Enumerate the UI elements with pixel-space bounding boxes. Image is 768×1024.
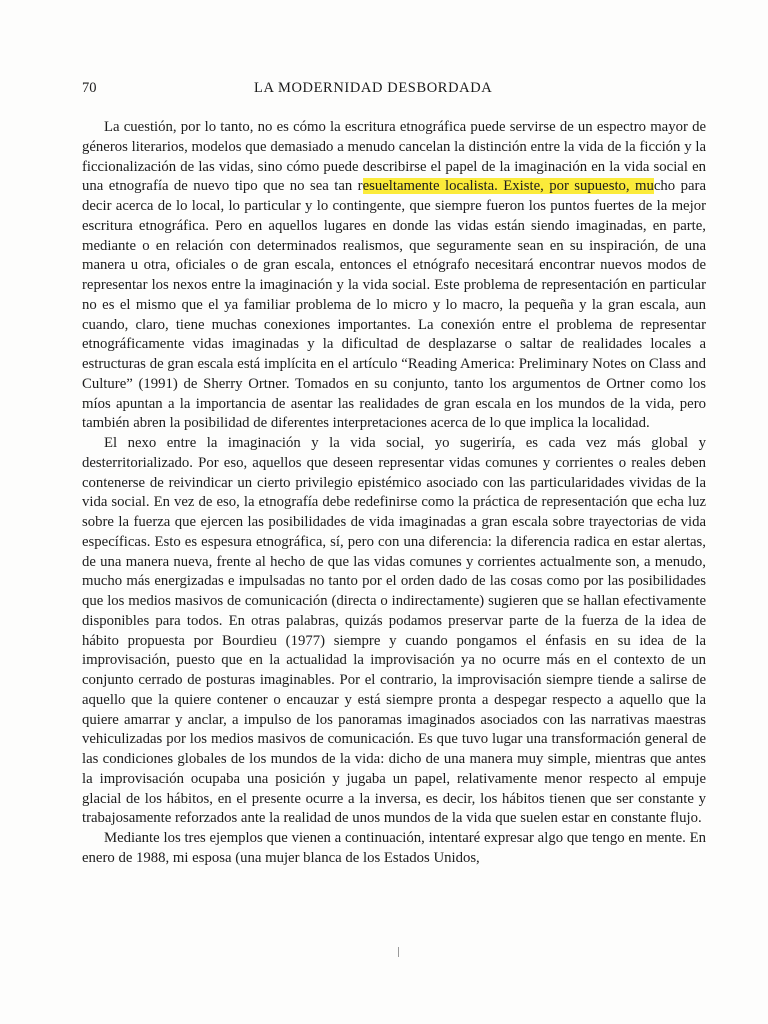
highlighted-passage: esueltamente localista. Existe, por supuesto, mu — [362, 178, 654, 195]
paragraph-1-text-after: cho para decir acerca de lo local, lo particular y lo contingente, que siempre fueron los puntos fuertes de la mejor escritura etnográfica. Pero en aquellos lugares en donde las vidas están siendo imaginadas, en parte, mediante o en relación con determinados realismos, que seguramente sean en su inspiración, de una manera u otra, oficiales o de gran escala, entonces el etnógrafo necesitará encontrar nuevos modos de representar los nexos entre la imaginación y la vida social. Este problema de representación en particular no es el mismo que el ya familiar problema de lo micro y lo macro, la pequeña y la gran escala, aun cuando, claro, tiene muchas conexiones importantes. La conexión entre el problema de representar etnográficamente vidas imaginadas y la dificultad de desplazarse o saltar de realidades locales a estructuras de gran escala está implícita en el artículo “Reading America: Preliminary Notes on Class and Culture” (1991) de Sherry Ortner. Tomados en su conjunto, tanto los argumentos de Ortner como los míos apuntan a la importancia de asentar las realidades de gran escala en los mundos de la vida, pero también abren la posibilidad de diferentes interpretaciones acerca de lo que implica la localidad. — [82, 178, 706, 432]
page-number: 70 — [82, 80, 97, 96]
page-header — [82, 80, 706, 100]
running-title: LA MODERNIDAD DESBORDADA — [254, 80, 493, 96]
paragraph-1 — [82, 118, 706, 434]
paragraph-3: Mediante los tres ejemplos que vienen a continuación, intentaré expresar algo que tengo en mente. En enero de 1988, mi esposa (una mujer blanca de los Estados Unidos, — [82, 830, 706, 866]
paragraph-1-text-before: La cuestión, por lo tanto, no es cómo la escritura etnográfica puede servirse de un espectro mayor de géneros literarios, modelos que demasiado a menudo cancelan la distinción entre la vida de la ficción y la ficcionalización de las vidas, sino cómo puede describirse el papel de la imaginación en la vida social en una etnografía de nuevo tipo que no sea tan r — [82, 119, 706, 195]
body-text — [82, 118, 706, 869]
paragraph-2: El nexo entre la imaginación y la vida social, yo sugeriría, es cada vez más global y desterritorializado. Por eso, aquellos que deseen representar vidas comunes y corrientes o reales deben contenerse de reivindicar un cierto privilegio epistémico asociado con las particularidades vividas de la vida social. En vez de eso, la etnografía debe redefinirse como la práctica de representación que echa luz sobre la fuerza que ejercen las posibilidades de vida imaginadas a gran escala sobre trayectorias de vida específicas. Esto es espesura etnográfica, sí, pero con una diferencia: la diferencia radica en estar alertas, de una manera nueva, frente al hecho de que las vidas comunes y corrientes actualmente son, a menudo, mucho más energizadas e impulsadas no tanto por el orden dado de las cosas como por las posibilidades que los medios masivos de comunicación (directa o indirectamente) sugieren que se hallan efectivamente disponibles para todos. En otras palabras, quizás podamos preservar parte de la fuerza de la idea de hábito propuesta por Bourdieu (1977) siempre y cuando pongamos el énfasis en su idea de la improvisación, puesto que en la actualidad la improvisación ya no ocurre más en el contexto de un conjunto cerrado de posturas imaginables. Por el contrario, la improvisación siempre tiende a salirse de aquello que la quiere contener o encauzar y está siempre pronta a despegar respecto a aquello que la quiere amarrar y anclar, a impulso de los panoramas imaginados asociados con las narrativas maestras vehiculizadas por los medios masivos de comunicación. Es que tuvo lugar una transformación general de las condiciones globales de los mundos de la vida: dicho de una manera muy simple, mientras que antes la improvisación ocupaba una posición y jugaba un papel, relativamente menor respecto al empuje glacial de los hábitos, en el presente ocurre a la inversa, es decir, los hábitos tienen que ser constante y trabajosamente reforzados ante la realidad de unos mundos de la vida que suelen estar en constante flujo. — [82, 435, 706, 827]
scan-mark — [398, 947, 399, 957]
